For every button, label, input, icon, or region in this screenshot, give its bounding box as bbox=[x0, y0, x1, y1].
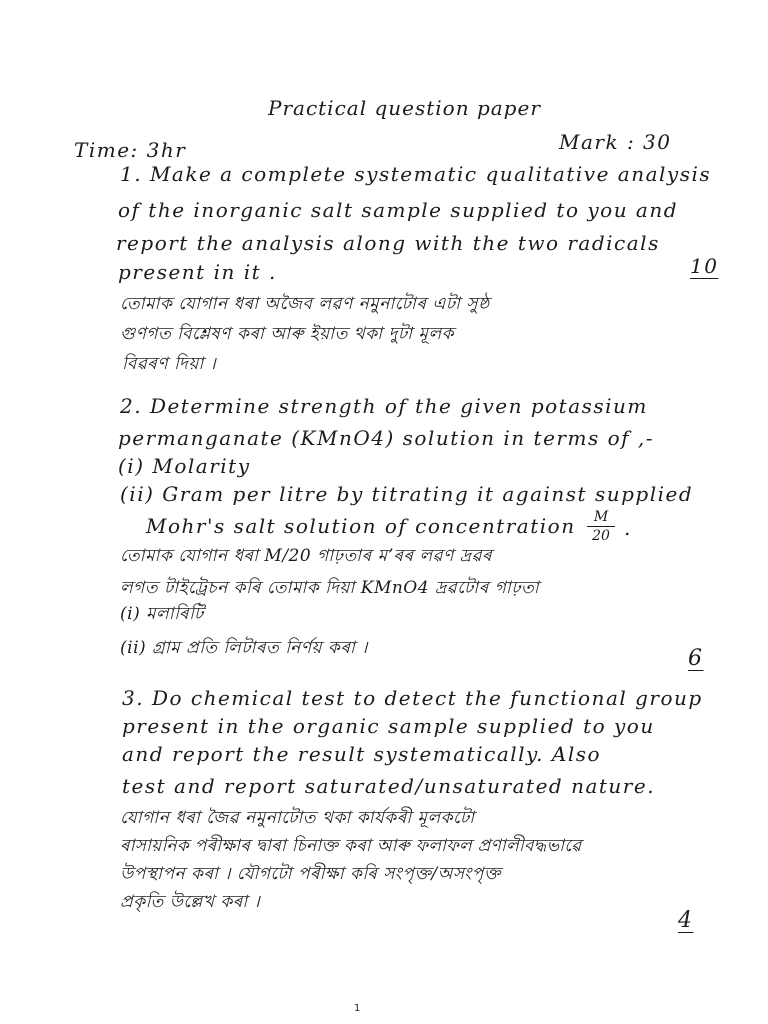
q2-line-1: 2. Determine strength of the given potassium bbox=[120, 394, 648, 418]
q3-line-4: test and report saturated/unsaturated nature. bbox=[122, 774, 656, 798]
q2-assamese-line-1: তোমাক যোগান ধৰা M/20 গাঢ়তাৰ মʼৰৰ লৱণ দ্ৰৱৰ bbox=[120, 546, 493, 566]
q3-assamese-line-2: ৰাসায়নিক পৰীক্ষাৰ দ্বাৰা চিনাক্ত কৰা আৰু ফলাফল প্ৰণালীবদ্ধভাৱে bbox=[120, 836, 582, 856]
q3-assamese-line-1: যোগান ধৰা জৈৱ নমুনাটোত থকা কাৰ্যকৰী মূলকটো bbox=[120, 808, 475, 828]
q2-fraction bbox=[587, 510, 615, 543]
q3-assamese-line-3: উপস্থাপন কৰা । যৌগটো পৰীক্ষা কৰি সংপৃক্ত/অসংপৃক্ত bbox=[120, 864, 501, 884]
q1-marks: 10 bbox=[690, 254, 719, 278]
paper-title: Practical question paper bbox=[268, 96, 541, 120]
q2-line-5: Mohr's salt solution of concentration bbox=[146, 514, 576, 538]
q2-fraction-denominator: 20 bbox=[592, 528, 610, 544]
q1-assamese-line-2: গুণগত বিশ্লেষণ কৰা আৰু ইয়াত থকা দুটা মূলক bbox=[120, 324, 455, 344]
total-marks: Mark : 30 bbox=[559, 130, 672, 154]
time-label: Time: 3hr bbox=[74, 138, 187, 162]
q2-line-5-period: . bbox=[624, 516, 632, 540]
q2-fraction-numerator: M bbox=[593, 509, 609, 525]
page-number: 1 bbox=[354, 1003, 361, 1014]
q2-line-2: permanganate (KMnO4) solution in terms of ,- bbox=[118, 426, 654, 450]
q2-marks: 6 bbox=[688, 646, 704, 671]
q2-line-4: (ii) Gram per litre by titrating it against supplied bbox=[120, 482, 694, 506]
q1-line-3: report the analysis along with the two radicals bbox=[116, 231, 660, 255]
q3-line-2: present in the organic sample supplied to you bbox=[122, 714, 655, 738]
q3-line-3: and report the result systematically. Also bbox=[122, 742, 602, 766]
q2-assamese-line-4: (ii) গ্ৰাম প্ৰতি লিটাৰত নিৰ্ণয় কৰা । bbox=[120, 638, 368, 658]
q1-line-2: of the inorganic salt sample supplied to you and bbox=[118, 198, 679, 222]
q3-line-1: 3. Do chemical test to detect the functional group bbox=[122, 686, 703, 710]
q2-fraction-bar bbox=[587, 526, 615, 527]
q1-line-1: 1. Make a complete systematic qualitative analysis bbox=[120, 162, 712, 186]
q2-assamese-line-3: (i) মলাৰিটি bbox=[120, 604, 204, 624]
q1-assamese-line-1: তোমাক যোগান ধৰা অজৈব লৱণ নমুনাটোৰ এটা সুষ্ঠ bbox=[120, 294, 490, 314]
q1-assamese-line-3: বিৱৰণ দিয়া । bbox=[122, 354, 217, 374]
q1-line-4: present in it . bbox=[118, 260, 277, 284]
q3-marks: 4 bbox=[678, 908, 694, 933]
q2-assamese-line-2: লগত টাইট্ৰেচন কৰি তোমাক দিয়া KMnO4 দ্ৰৱটোৰ গাঢ়তা bbox=[120, 578, 540, 598]
q3-assamese-line-4: প্ৰকৃতি উল্লেখ কৰা । bbox=[120, 892, 261, 912]
q2-line-3: (i) Molarity bbox=[118, 454, 251, 478]
